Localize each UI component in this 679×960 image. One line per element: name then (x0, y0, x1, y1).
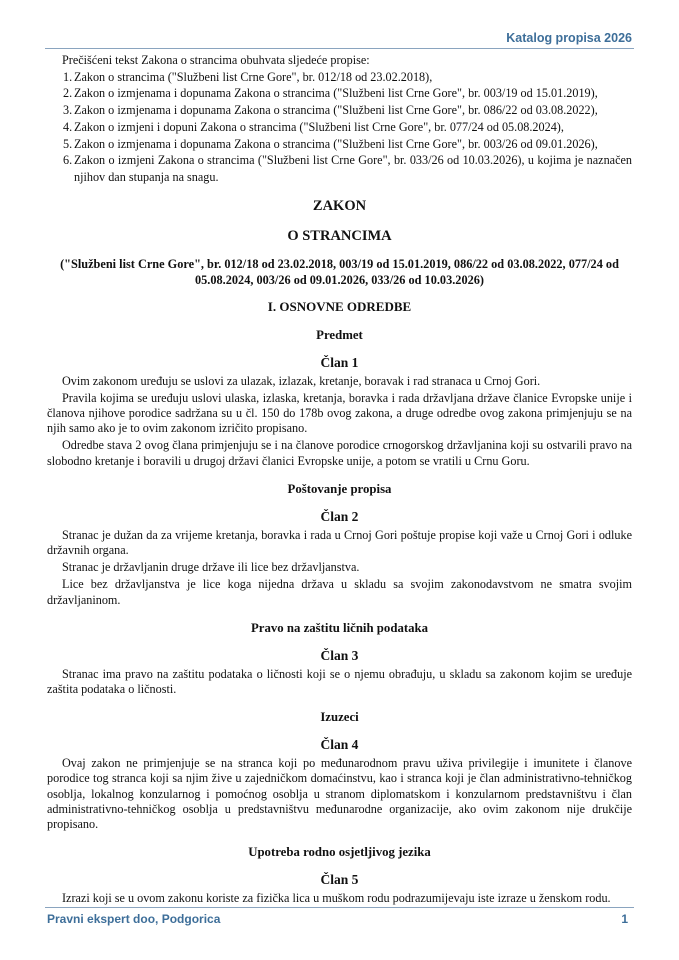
regulation-list (47, 69, 632, 186)
consolidation-note (47, 52, 632, 186)
list-text: Zakon o izmjeni i dopuni Zakona o strancima ("Službeni list Crne Gore", br. 077/24 od 05.08.2024), (74, 119, 564, 134)
list-item (47, 136, 632, 153)
article-heading: Član 1 (320, 354, 359, 370)
list-item (47, 85, 632, 102)
paragraph: Ovaj zakon ne primjenjuje se na stranca koji po međunarodnom pravu uživa privilegije i imunitete i članove porodice tog stranca koji sa njim žive u zajedničkom domaćinstvu, kao i stranca koji je član administrativno-tehničkog osoblja, lokalnog konzularnog i pomoćnog osoblja u stranom diplomatskom i konzularnom predstavništvu i član administrativno-tehničkog osoblja u predstavništvu međunarodne organizacije, ako ovim zakonom nije drukčije propisano. (47, 756, 632, 832)
list-text: Zakon o izmjenama i dopunama Zakona o strancima ("Službeni list Crne Gore", br. 003/19 od 15.01.2019), (74, 86, 598, 101)
section-heading: Izuzeci (320, 710, 359, 725)
paragraph: Pravila kojima se uređuju uslovi ulaska, izlaska, kretanja, boravka i rada državljana države članice Evropske unije i članova njihove porodice sadržana su u čl. 150 do 178b ovog zakona, a druge odredbe ovog zakona primjenjuju se na njih samo ako je to ovim zakonom izričito propisano. (47, 390, 632, 436)
publisher-name: Pravni ekspert doo, Podgorica (47, 912, 221, 926)
intro-lead: Prečišćeni tekst Zakona o strancima obuhvata sljedeće propise: (62, 53, 370, 67)
paragraph: Odredbe stava 2 ovog člana primjenjuju se i na članove porodice crnogorskog državljanina koji su ostvarili pravo na slobodno kretanje i boravili u drugoj državi članici Evropske unije, a potom se vratili u Crnu Goru. (47, 438, 632, 468)
list-item (47, 119, 632, 136)
list-text: Zakon o strancima ("Službeni list Crne Gore", br. 012/18 od 23.02.2018), (74, 69, 433, 84)
section-heading: Upotreba rodno osjetljivog jezika (248, 845, 431, 860)
article-heading: Član 2 (320, 508, 359, 524)
section-heading: Predmet (316, 327, 363, 342)
list-number: 4. (63, 119, 73, 134)
paragraph: Stranac ima pravo na zaštitu podataka o ličnosti koji se o njemu obrađuju, u skladu sa zakonom kojim se uređuje zaštita podataka o ličnosti. (47, 666, 632, 697)
chapter-heading: I. OSNOVNE ODREDBE (267, 298, 412, 314)
list-item (47, 69, 632, 86)
law-subtitle: O STRANCIMA (287, 227, 392, 244)
article-heading: Član 3 (320, 647, 359, 663)
list-text: Zakon o izmjenama i dopunama Zakona o strancima ("Službeni list Crne Gore", br. 003/26 od 09.01.2026), (74, 136, 598, 151)
list-number: 3. (63, 103, 73, 118)
paragraph: Ovim zakonom uređuju se uslovi za ulazak, izlazak, kretanje, boravak i rad stranaca u Crnoj Gori. (62, 373, 541, 388)
page-number: 1 (621, 912, 628, 926)
list-text: Zakon o izmjenama i dopunama Zakona o strancima ("Službeni list Crne Gore", br. 086/22 od 03.08.2022), (74, 103, 598, 118)
list-item (47, 102, 632, 119)
page-footer (45, 907, 634, 930)
paragraph: Stranac je dužan da za vrijeme kretanja, boravka i rada u Crnoj Gori poštuje propise koji važe u Crnoj Gori i odluke državnih organa. (47, 527, 632, 558)
paragraph: Izrazi koji se u ovom zakonu koriste za fizička lica u muškom rodu podrazumijevaju iste izraze u ženskom rodu. (62, 891, 611, 906)
page-header (45, 30, 634, 49)
article-heading: Član 4 (320, 737, 359, 753)
list-text: Zakon o izmjeni Zakona o strancima ("Službeni list Crne Gore", br. 033/26 od 10.03.2026), u kojima je naznačen njihov dan stupanja na snagu. (74, 153, 632, 184)
list-item (47, 152, 632, 185)
paragraph: Lice bez državljanstva je lice koga nijedna država u skladu sa svojim zakonodavstvom ne smatra svojim državljaninom. (47, 577, 632, 607)
document-body (47, 50, 632, 908)
section-heading: Pravo na zaštitu ličnih podataka (250, 620, 429, 635)
paragraph: Stranac je državljanin druge države ili lice bez državljanstva. (62, 560, 360, 575)
list-number: 2. (63, 86, 73, 101)
list-number: 6. (63, 153, 73, 168)
article-heading: Član 5 (320, 872, 359, 888)
gazette-reference: ("Službeni list Crne Gore", br. 012/18 od 23.02.2018, 003/19 od 15.01.2019, 086/22 od 03.08.2022, 077/24 od 05.08.2024, 003/26 od 09.01.2026, 033/26 od 10.03.2026) (60, 256, 619, 287)
section-heading: Poštovanje propisa (287, 481, 392, 496)
law-title: ZAKON (312, 197, 367, 214)
list-number: 1. (63, 69, 73, 84)
list-number: 5. (63, 136, 73, 151)
catalog-title: Katalog propisa 2026 (506, 31, 632, 45)
